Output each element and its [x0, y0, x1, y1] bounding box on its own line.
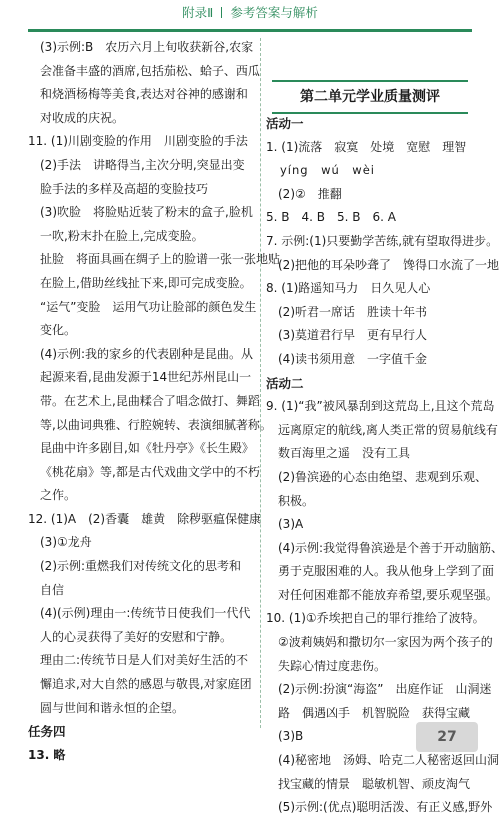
text-line: (3)B [278, 729, 304, 744]
column-divider [260, 38, 261, 728]
text-line: 会准备丰盛的酒席,包括茄松、蛤子、西瓜 [40, 63, 260, 78]
text-line: 自信 [40, 582, 65, 597]
header-title: 参考答案与解析 [230, 5, 318, 20]
text-line: 对任何困难都不能放弃希望,要乐观坚强。 [278, 587, 498, 602]
question-10: 10. (1)①乔埃把自己的罪行推给了波特。 [266, 611, 485, 626]
text-line: (3)①龙舟 [40, 535, 92, 550]
text-line: 懈追求,对大自然的感恩与敬畏,对家庭团 [40, 677, 252, 692]
text-line: (2)示例:扮演“海盗” 出庭作证 山洞迷 [278, 682, 492, 697]
text-line: 和烧酒杨梅等美食,表达对谷神的感谢和 [40, 87, 248, 102]
text-line: (2)把他的耳朵吵聋了 馋得口水流了一地 [278, 257, 499, 272]
text-line: 失踪心情过度悲伤。 [278, 658, 387, 673]
text-line: 积极。 [278, 493, 315, 508]
text-line: ②波莉姨妈和撒切尔一家因为两个孩子的 [278, 635, 493, 650]
text-line: (2)② 推翻 [278, 186, 342, 201]
question-11: 11. (1)川剧变脸的作用 川剧变脸的手法 [28, 134, 248, 149]
text-line: 数百海里之遥 没有工具 [278, 446, 411, 461]
text-line: 勇于克服困难的人。我从他身上学到了面 [278, 564, 495, 579]
text-line: (4)秘密地 汤姆、哈克二人秘密返回山洞 [278, 753, 499, 768]
text-line: 圆与世间和谐永恒的企望。 [40, 700, 185, 715]
section-heading: 活动二 [266, 375, 304, 391]
text-line: (3)A [278, 517, 304, 532]
text-line: 理由二:传统节日是人们对美好生活的不 [40, 653, 249, 668]
text-line: (2)鲁滨逊的心态由绝望、悲观到乐观、 [278, 469, 487, 484]
text-line: 找宝藏的情景 聪敏机智、顽皮淘气 [278, 776, 471, 791]
pinyin-line: yíng wú wèi [280, 163, 375, 178]
text-line: 带。在艺术上,昆曲糅合了唱念做打、舞蹈 [40, 393, 260, 408]
text-line: (4)示例:我觉得鲁滨逊是个善于开动脑筋、 [278, 540, 503, 555]
text-line: (4)读书须用意 一字值千金 [278, 351, 427, 366]
question-12: 12. (1)A (2)香囊 雄黄 除秽驱瘟保健康 [28, 511, 262, 526]
text-line: 之作。 [40, 488, 77, 503]
text-line: 变化。 [40, 323, 77, 338]
question-1: 1. (1)流落 寂寞 处境 宽慰 理智 [266, 139, 467, 154]
page-number: 27 [416, 722, 478, 752]
unit-test-title: 第二单元学业质量测评 [272, 80, 468, 114]
question-13: 13. 略 [28, 747, 66, 762]
question-7: 7. 示例:(1)只要勤学苦练,就有望取得进步。 [266, 233, 499, 248]
text-line: 扯脸 将面具画在绸子上的脸谱一张一张地贴 [40, 252, 281, 267]
text-line: 昆曲中许多剧目,如《牡丹亭》《长生殿》 [40, 441, 254, 456]
text-line: 等,以曲词典雅、行腔婉转、表演细腻著称。 [40, 417, 272, 432]
section-heading: 活动一 [266, 116, 304, 131]
header-separator [221, 7, 222, 18]
text-line: 远离原定的航线,离人类正常的贸易航线有 [278, 422, 498, 437]
question-8: 8. (1)路遥知马力 日久见人心 [266, 281, 431, 296]
questions-3-6: 5. B 4. B 5. B 6. A [266, 210, 396, 225]
text-line: 对收成的庆祝。 [40, 110, 125, 125]
text-line: (4)(示例)理由一:传统节日使我们一代代 [40, 606, 251, 621]
text-line: (5)示例:(优点)聪明活泼、有正义感,野外 [278, 800, 493, 815]
page-header [0, 0, 500, 26]
text-line: 一吹,粉末扑在脸上,完成变脸。 [40, 228, 204, 243]
text-line: (2)听君一席话 胜读十年书 [278, 304, 427, 319]
text-line: 在脸上,借助丝线扯下来,即可完成变脸。 [40, 275, 252, 290]
text-line: (4)示例:我的家乡的代表剧种是昆曲。从 [40, 346, 254, 361]
left-column [28, 36, 281, 767]
text-line: 脸手法的多样及高超的变脸技巧 [40, 181, 209, 196]
right-column [266, 112, 503, 820]
section-heading: 任务四 [28, 724, 66, 740]
text-line: 路 偶遇凶手 机智脱险 获得宝藏 [278, 705, 471, 720]
text-line: 起源来看,昆曲发源于14世纪苏州昆山一 [40, 370, 252, 385]
text-line: (3)莫道君行早 更有早行人 [278, 328, 427, 343]
text-line: “运气”变脸 运用气功让脸部的颜色发生 [40, 299, 257, 314]
appendix-label: 附录Ⅱ [182, 5, 214, 20]
header-rule [28, 29, 472, 32]
text-line: 人的心灵获得了美好的安慰和宁静。 [40, 629, 233, 644]
text-line: 《桃花扇》等,都是古代戏曲文学中的不朽 [40, 464, 260, 479]
question-9: 9. (1)“我”被风暴刮到这荒岛上,且这个荒岛 [266, 399, 495, 414]
text-line: (2)手法 讲略得当,主次分明,突显出变 [40, 157, 245, 172]
text-line: (2)示例:重燃我们对传统文化的思考和 [40, 559, 242, 574]
text-line: (3)示例:B 农历六月上旬收获新谷,农家 [40, 40, 254, 54]
text-line: (3)吹脸 将脸贴近装了粉末的盒子,脸机 [40, 205, 253, 220]
